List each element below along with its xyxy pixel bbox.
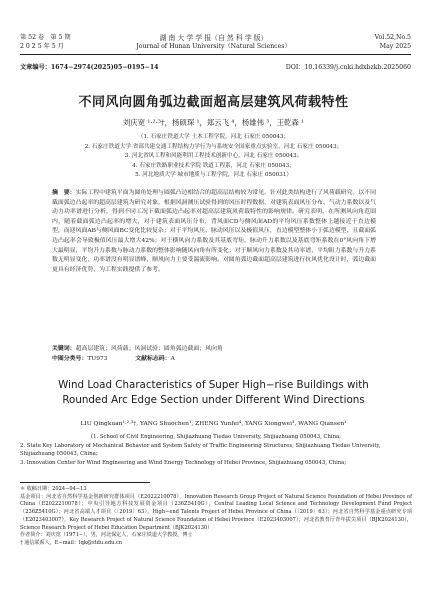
affiliation-cn-1: （1. 石家庄铁道大学 土木工程学院，河北 石家庄 050043； [137, 134, 290, 140]
authors-en: LIU Qingkuan¹·²·³†, YANG Shuochen¹, ZHENG Yunfei⁴, YANG Xiongwei³, WANG Qiansen¹ [80, 421, 347, 427]
doi: DOI：10.16339/j.cnki.hdxbzkb.2025060 [285, 64, 411, 71]
journal-name-cn: 湖 南 大 学 学 报（自 然 科 学 版） [159, 34, 268, 42]
corresponding-author: † 通信联系人，E−mail：lqk@stdu.edu.cn [20, 539, 123, 546]
affiliation-cn-5: 5. 河北地质大学 城市地质与工程学院，河北 石家庄 050031） [135, 172, 292, 178]
date-cn: 2 0 2 5 年 5 月 [20, 43, 64, 50]
footnotes [20, 486, 412, 548]
affiliations-en [20, 433, 412, 467]
keywords-label: 关键词： [52, 345, 76, 352]
volume-issue-en: Vol.52,No.5 [374, 34, 411, 41]
doc-code-label: 文献标志码： [135, 355, 171, 362]
date-en: May 2025 [379, 43, 411, 50]
clc-number: TU973 [87, 356, 108, 362]
footnote-rule [20, 482, 150, 483]
title-en: Wind Load Characteristics of Super High−rise Buildings with Rounded Arc Edge Section under Different Wind Directions [58, 379, 369, 406]
affiliation-en-2: 2. State Key Laboratory of Mechanical Behavior and System Safety of Traffic Engineering Structures, Shijiazhuang Tiedao University, Shijiazhuang 050043, China; [20, 442, 381, 457]
title-cn: 不同风向圆角弧边截面超高层建筑风荷载特性 [78, 95, 349, 110]
doc-code: A [170, 356, 175, 362]
article-number: 文章编号：1674−2974(2025)05−0195−14 [20, 64, 159, 71]
affiliation-cn-3: 3. 河北省风工程和风能利用工程技术创新中心，河北 石家庄 050043； [124, 153, 303, 159]
classification [52, 353, 175, 362]
abstract [52, 188, 376, 275]
clc-label: 中图分类号： [52, 355, 88, 362]
authors-cn: 刘庆宽 ¹·²·³†，杨硕琛 ¹，郑云飞 ⁴，杨雄伟 ³，王乾森 ¹ [122, 118, 305, 127]
keywords [52, 343, 223, 352]
affiliation-cn-2: 2. 石家庄铁道大学 省部共建交通工程结构力学行为与系统安全国家重点实验室，河北 石家庄 050043； [84, 143, 343, 150]
abstract-text: 实际工程中建筑平面为圆角处理与圆弧凸边相结合的超高层结构较为常见，针对此类结构进行了风荷载研究。以不同截面弧边凸起率的超高层建筑为研究对象，根据风洞测压试验得到的风压时程数据，对建筑表面风压分布、气动力系数以及气动力功率谱进行分析，得到不同工况下截面弧边凸起率对超高层建筑风荷载特性的影响规律。研究表明，在所测风向角范围内，随着截面弧边凸起率的增大，对于建筑表面风压分布，背风面CD与侧风面AD的平均风压系数整体上越接近于直边模型，而迎风面AB与侧风面BC变化比较复杂；对于平均风压、脉动风压以及极值风压，直边模型整体小于弧边模型，且截面弧边凸起率会导致极值风压最大增大42%；对于横风向力系数及其基底弯矩，脉动升力系数以及基底弯矩系数在0°风向角下增大最明显，平均升力系数与脉动力系数的整体影响随风向角有所变化；对于顺风向力系数及其功率谱，平均阻力系数与升力系数无明显变化，功率谱没有明显谱峰，顺风向力主要受湍流影响。对圆角弧边截面超高层建筑进行抗风优化设计时，弧边截面更具有经济优势，为工程实践提供了参考。 [52, 190, 377, 273]
received-date: ＊ 收稿日期：2024−04−13 [20, 486, 87, 492]
affiliation-cn-4: 4. 石家庄铁路职业技术学院 铁道工程系，河北 石家庄 050043； [132, 162, 295, 169]
abstract-label: 摘 要： [52, 189, 76, 196]
header-rule [20, 54, 411, 55]
volume-issue-cn: 第 52 卷 第 5 期 [20, 34, 71, 41]
keywords-text: 超高层建筑；风荷载；风洞试验；圆角弧边截面；风向角 [75, 346, 223, 352]
affiliation-en-3: 3. Innovation Center for Wind Engineering and Wind Energy Technology of Hebei Province, Shijiazhuang 050043, China; [20, 459, 347, 466]
journal-name-en: Journal of Hunan University（Natural Sciences） [136, 43, 291, 50]
funding-note: 基金项目：河北省自然科学基金创新研究群体项目（E2022210078），Innovation Research Group Project of Natural Science Foundation of Hebei Province of China（E2022210078）；中央引导地方科技发展资金项目（236Z5410G），Central Leading Local Science and Technology Development Fund Project（236Z5410G）；河北省高端人才项目（〔2019〕63），High−end Talents Project of Hebei Province of China（〔2019〕63）；河北省自然科学基金重点研究专项（E2023403007），Key Research Project of Natural Science Foundation of Hebei Province（E2023403007）；河北省教育厅青年拔尖项目（BJK2024130），Science Research Project of Hebei Education Department（BJK2024130） [20, 493, 412, 531]
affiliation-en-1: (1. School of Civil Engineering, Shijiazhuang Tiedao University, Shijiazhuang 050043, China; [91, 434, 341, 440]
author-bio: 作者简介：刘庆宽（1971−），男，河北保定人，石家庄铁道大学教授，博士 [20, 532, 193, 539]
